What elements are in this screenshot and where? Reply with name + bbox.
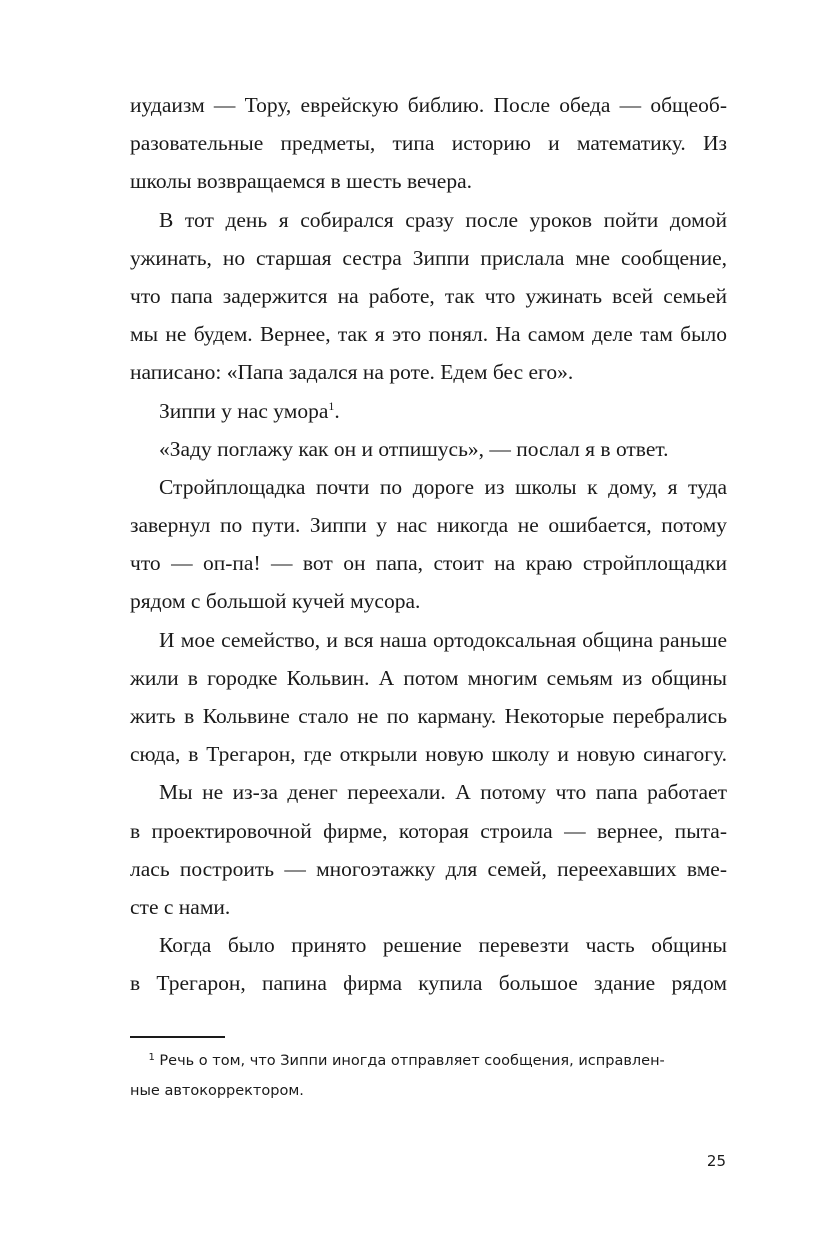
- page-number: 25: [706, 1152, 726, 1170]
- text-fragment: .: [334, 398, 340, 423]
- text-line: сюда, в Трегарон, где открыли новую школу и новую синагогу.: [130, 742, 727, 767]
- text-line: что — оп-па! — вот он папа, стоит на краю стройплощадки: [130, 551, 727, 576]
- text-line: сте с нами.: [130, 894, 231, 919]
- footnote-line: [130, 1046, 727, 1076]
- text-line: лась построить — многоэтажку для семей, переехавших вме-: [130, 856, 727, 881]
- text-line: написано: «Папа задался на роте. Едем бес его».: [130, 360, 574, 385]
- text-line: школы возвращаемся в шесть вечера.: [130, 169, 473, 194]
- text-line: в проектировочной фирме, которая строила — вернее, пыта-: [130, 818, 727, 843]
- text-line: завернул по пути. Зиппи у нас никогда не ошибается, потому: [130, 513, 727, 538]
- footnote-divider: [130, 1036, 225, 1038]
- text-line: И мое семейство, и вся наша ортодоксальная община раньше: [159, 627, 727, 652]
- footnote-text: Речь о том, что Зиппи иногда отправляет сообщения, исправлен-: [159, 1053, 665, 1069]
- text-line: Стройплощадка почти по дороге из школы к дому, я туда: [159, 474, 727, 499]
- text-fragment: Зиппи у нас умора: [159, 398, 329, 423]
- text-line: в Трегарон, папина фирма купила большое здание рядом: [130, 971, 727, 996]
- text-line-with-footnote: [130, 392, 727, 430]
- text-line: В тот день я собирался сразу после уроков пойти домой: [159, 207, 727, 232]
- footnote-mark: 1: [148, 1052, 155, 1063]
- text-line: Когда было принято решение перевезти часть общины: [159, 933, 727, 958]
- text-line: жить в Кольвине стало не по карману. Некоторые перебрались: [130, 704, 727, 728]
- text-line: рядом с большой кучей мусора.: [130, 589, 421, 614]
- footnote: [130, 1046, 727, 1106]
- text-line: жили в городке Кольвин. А потом многим семьям из общины: [130, 665, 727, 690]
- footnote-line: ные автокорректором.: [130, 1083, 304, 1099]
- text-line: что папа задержится на работе, так что ужинать всей семьей: [130, 283, 727, 308]
- text-line: мы не будем. Вернее, так я это понял. На самом деле там было: [130, 322, 727, 347]
- text-line: иудаизм — Тору, еврейскую библию. После обеда — общеоб-: [130, 93, 727, 117]
- text-line: Мы не из-за денег переехали. А потому что папа работает: [159, 780, 727, 805]
- text-line: «Заду поглажу как он и отпишусь», — послал я в ответ.: [159, 436, 669, 461]
- body-text: [130, 86, 727, 1003]
- text-line: ужинать, но старшая сестра Зиппи прислала мне сообщение,: [130, 245, 727, 270]
- text-line: разовательные предметы, типа историю и математику. Из: [130, 131, 727, 156]
- footnote-reference[interactable]: 1: [328, 398, 335, 413]
